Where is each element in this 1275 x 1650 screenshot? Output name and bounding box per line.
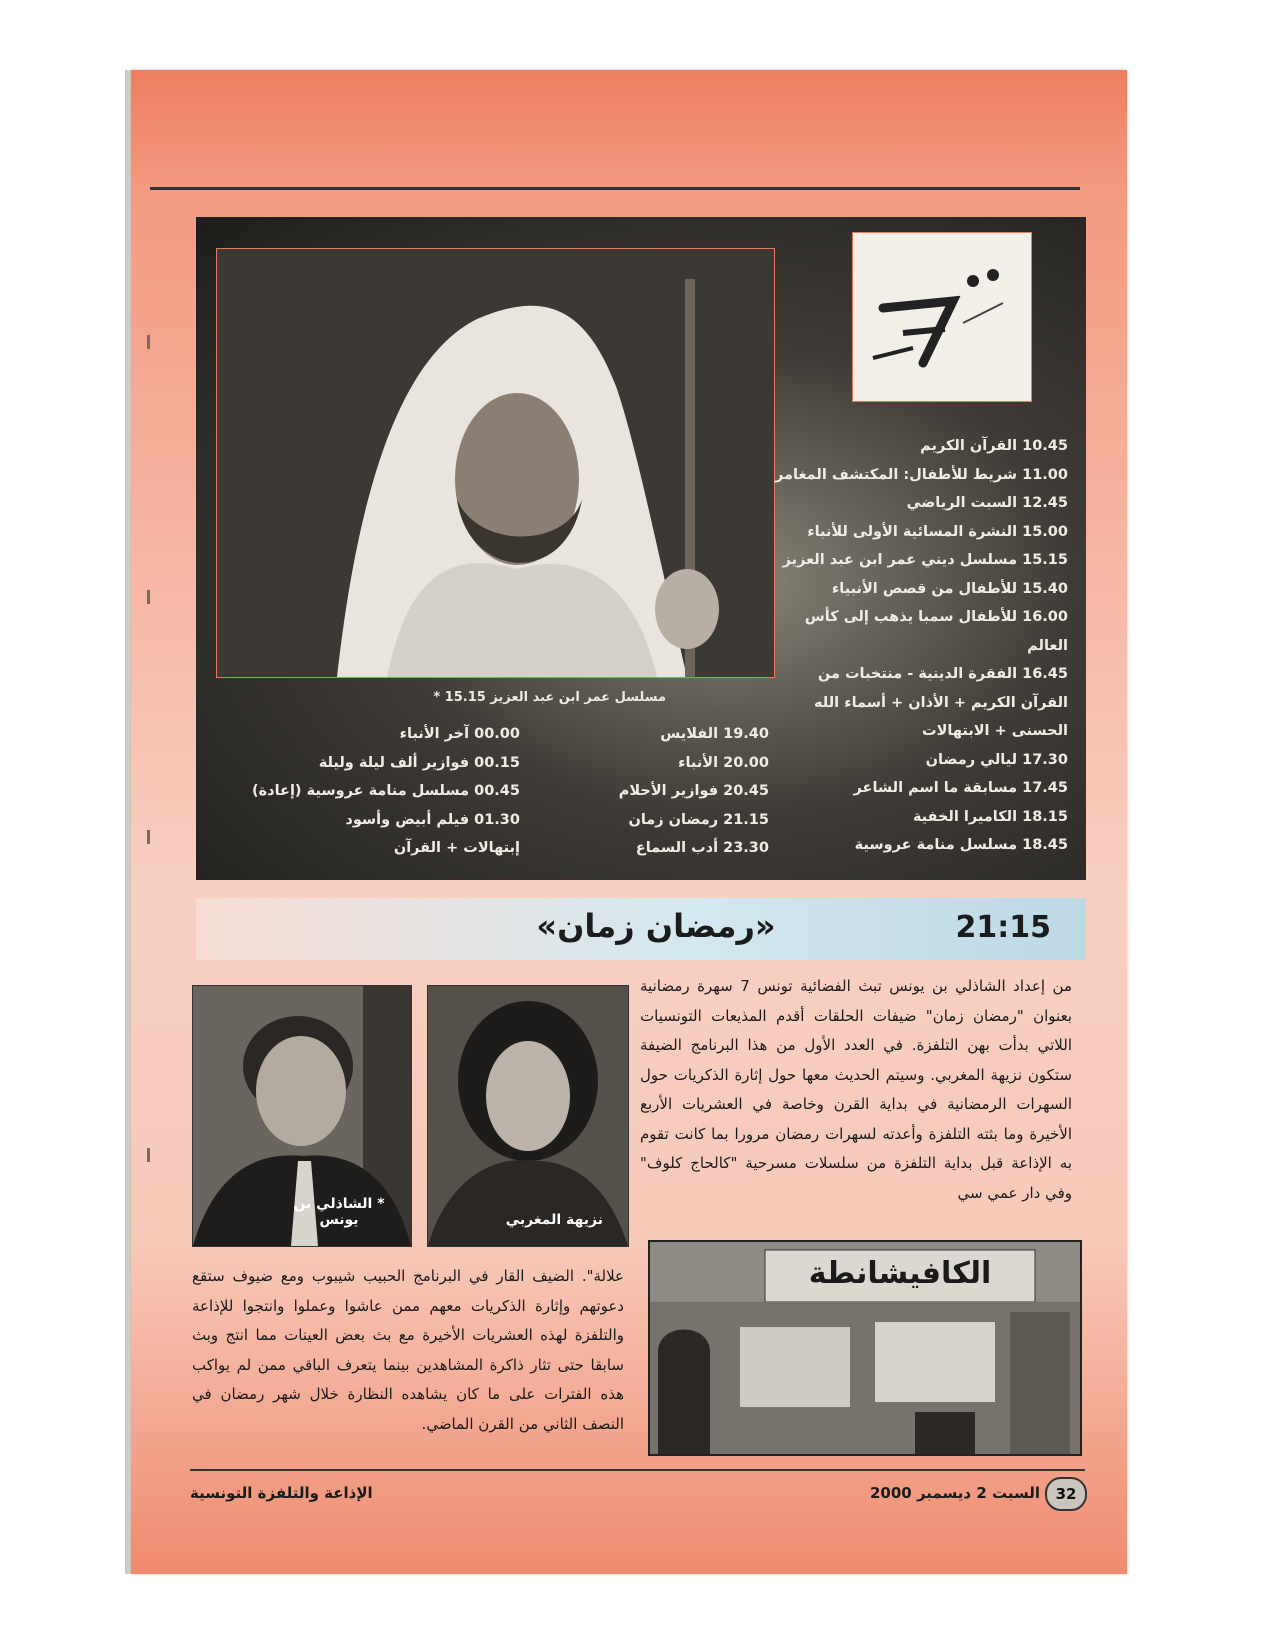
publication-name: الإذاعة والتلفزة التونسية (190, 1484, 373, 1502)
schedule-item: إبتهالات + القرآن (393, 840, 520, 856)
photo-woman (427, 985, 629, 1247)
article-paragraph: من إعداد الشاذلي بن يونس تبث الفضائية تونس 7 سهرة رمضانية بعنوان "رمضان زمان" ضيفات الحلقات أقدم المذيعات التونسيات اللاتي بدأت بهن التلفزة. في العدد الأول من هذا البرنامج الضيفة ستكون نزيهة المغربي. وسيتم الحديث معها حول إثارة الذكريات حول السهرات الرمضانية في بداية القرن وخاصة في العشريات الأربع الأخيرة وما بثته التلفزة وأعدته لسهرات رمضان مرورا بما كانت تقوم به الإذاعة قبل بداية التلفزة من سلسلات مسرحية "كالحاج كلوف" وفي دار عمي سي (640, 977, 1072, 1202)
schedule-column-middle (551, 720, 769, 863)
schedule-item: 17.45 مسابقة ما اسم الشاعر (853, 780, 1068, 796)
schedule-column-left (251, 720, 520, 863)
schedule-item: 15.40 للأطفال من قصص الأنبياء (831, 580, 1068, 597)
photo-man (192, 985, 412, 1247)
binding-mark (147, 830, 150, 844)
schedule-item: 01.30 فيلم أبيض وأسود (345, 811, 520, 828)
main-photo-actor (216, 248, 775, 678)
schedule-item: 12.45 السبت الرياضي (906, 495, 1068, 511)
schedule-item: القرآن الكريم + الأذان + أسماء الله (814, 694, 1068, 711)
schedule-item: 21.15 رمضان زمان (628, 811, 769, 828)
schedule-item: 00.15 فوازير ألف ليلة وليلة (318, 754, 520, 771)
schedule-item: 16.45 الفقرة الدينية - منتخبات من (817, 666, 1068, 682)
photo-label-woman: نزيهة المغربي (505, 1212, 603, 1228)
issue-date: السبت 2 ديسمبر 2000 (870, 1484, 1041, 1502)
binding-mark (147, 590, 150, 604)
schedule-column-right (766, 432, 1068, 860)
schedule-item: العالم (1027, 637, 1068, 654)
schedule-item: 10.45 القرآن الكريم (920, 438, 1068, 454)
schedule-item: 20.45 فوازير الأحلام (618, 783, 769, 799)
tunisia7-logo (852, 232, 1032, 402)
bottom-rule (190, 1469, 1085, 1471)
photo-label-man: * الشاذلي بن يونس (293, 1196, 385, 1228)
feature-banner (196, 898, 1086, 960)
schedule-item: 23.30 أدب السماع (635, 840, 769, 856)
schedule-item: 00.45 مسلسل منامة عروسية (إعادة) (251, 783, 520, 799)
article-paragraph: علالة". الضيف القار في البرنامج الحبيب شيبوب ومع ضيوف ستقع دعوتهم وإثارة الذكريات معهم ممن عاشوا وعملوا وانتجوا للإذاعة والتلفزة لهذه العشريات الأخيرة مع بث بعض العينات مما انتج وبث سابقا حتى تثار ذاكرة المشاهدين بينما يتعرف الباقي ممن لم يواكب هذه الفترات على ما كان يشاهده النظارة خلال شهر رمضان في النصف الثاني من القرن الماضي. (192, 1267, 624, 1433)
schedule-item: 15.15 مسلسل ديني عمر ابن عبد العزيز (782, 552, 1068, 568)
photo-caption: * مسلسل عمر ابن عبد العزيز 15.15 (433, 690, 666, 705)
page-number: 32 (1045, 1477, 1087, 1511)
feature-title: «رمضان زمان» (536, 907, 776, 945)
schedule-item: 19.40 الفلايس (660, 726, 769, 742)
schedule-item: 15.00 النشرة المسائية الأولى للأنباء (807, 523, 1068, 540)
schedule-item: الحسنى + الابتهالات (922, 723, 1068, 739)
schedule-item: 18.15 الكاميرا الخفية (912, 808, 1068, 825)
feature-time: 21:15 (955, 910, 1051, 945)
schedule-item: 00.00 آخر الأنباء (399, 726, 520, 742)
photo-street-theater (648, 1240, 1082, 1456)
binding-mark (147, 1148, 150, 1162)
schedule-item: 16.00 للأطفال سمبا يذهب إلى كأس (804, 609, 1068, 625)
top-rule (150, 187, 1080, 190)
binding-mark (147, 335, 150, 349)
schedule-item: 17.30 ليالي رمضان (925, 751, 1068, 768)
schedule-box (196, 217, 1086, 880)
street-sign: الكافيشانطة (808, 1256, 992, 1291)
schedule-item: 20.00 الأنباء (678, 754, 769, 771)
schedule-item: 18.45 مسلسل منامة عروسية (854, 837, 1068, 853)
schedule-item: 11.00 شريط للأطفال: المكتشف المغامر (775, 466, 1068, 483)
